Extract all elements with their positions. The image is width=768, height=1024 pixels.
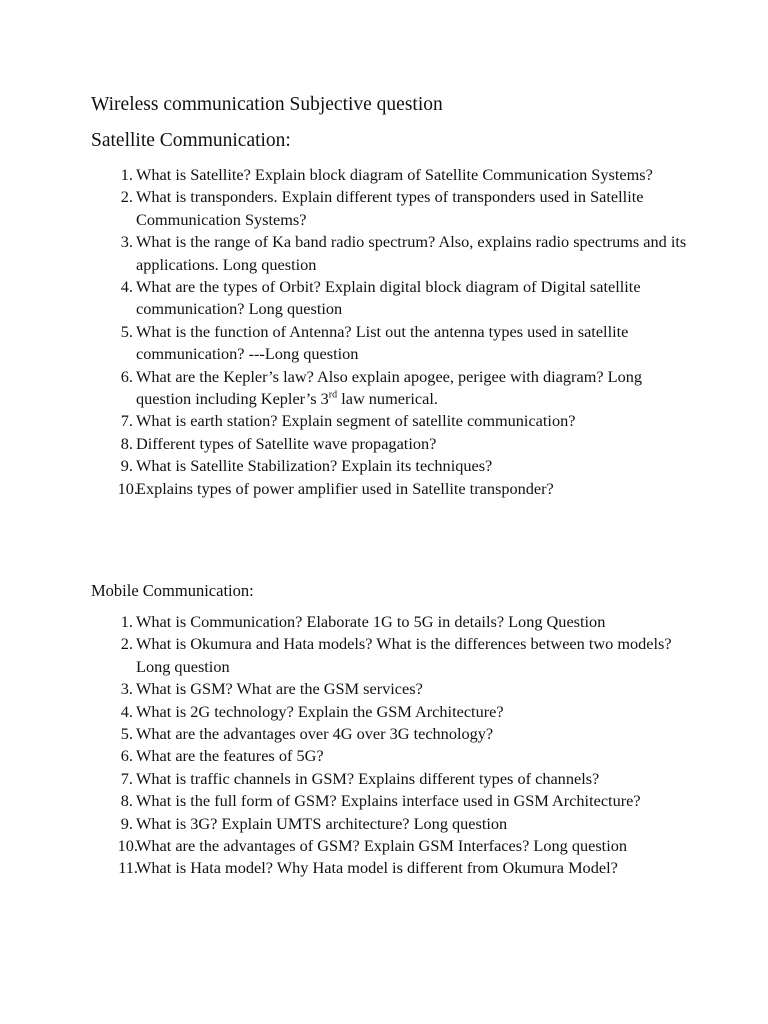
item-number: 9. bbox=[120, 813, 133, 833]
list-item bbox=[91, 455, 691, 477]
satellite-question-list bbox=[91, 164, 691, 500]
list-item bbox=[91, 723, 691, 745]
question-text: What is traffic channels in GSM? Explains different types of channels? bbox=[136, 768, 600, 788]
item-number: 6. bbox=[120, 746, 133, 766]
document-title: Wireless communication Subjective question bbox=[91, 94, 443, 115]
item-number: 1. bbox=[120, 165, 133, 184]
list-item bbox=[91, 164, 691, 186]
list-item bbox=[91, 231, 691, 276]
item-number: 3. bbox=[120, 679, 133, 699]
list-item bbox=[91, 410, 691, 432]
item-number: 9. bbox=[120, 456, 133, 476]
question-text: What is Okumura and Hata models? What is the differences between two models? Long question bbox=[136, 634, 672, 676]
item-number: 8. bbox=[120, 433, 133, 453]
list-item bbox=[91, 366, 691, 411]
list-item bbox=[91, 433, 691, 455]
question-text-part: What are the Kepler’s law? Also explain apogee, perigee with diagram? Long question including Kepler’s 3 bbox=[136, 366, 643, 409]
question-text: What are the types of Orbit? Explain digital block diagram of Digital satellite communication? Long question bbox=[136, 277, 641, 319]
item-number: 8. bbox=[120, 791, 133, 811]
list-item bbox=[91, 813, 691, 835]
list-item bbox=[91, 745, 691, 767]
question-text: What is Communication? Elaborate 1G to 5G in details? Long Question bbox=[136, 612, 606, 631]
question-text: What is transponders. Explain different types of transponders used in Satellite Communication Systems? bbox=[136, 187, 644, 229]
list-item bbox=[91, 186, 691, 231]
question-text: What is the range of Ka band radio spectrum? Also, explains radio spectrums and its applications. Long question bbox=[136, 232, 687, 274]
list-item bbox=[91, 835, 691, 857]
item-number: 6. bbox=[120, 366, 133, 386]
mobile-section-heading: Mobile Communication: bbox=[91, 581, 254, 600]
item-number: 3. bbox=[120, 232, 133, 252]
question-text: What is the function of Antenna? List out the antenna types used in satellite communication? ---Long question bbox=[136, 321, 629, 364]
question-text-part: law numerical. bbox=[337, 389, 438, 409]
list-item bbox=[91, 701, 691, 723]
question-text: What is Satellite Stabilization? Explain its techniques? bbox=[136, 456, 493, 476]
item-number: 10. bbox=[117, 836, 138, 856]
question-text: What are the features of 5G? bbox=[136, 746, 324, 766]
item-number: 5. bbox=[120, 321, 133, 341]
question-text: Different types of Satellite wave propagation? bbox=[136, 433, 437, 453]
item-number: 7. bbox=[120, 768, 133, 788]
question-text: What is GSM? What are the GSM services? bbox=[136, 679, 423, 699]
item-number: 4. bbox=[120, 701, 133, 721]
question-text: What is Hata model? Why Hata model is different from Okumura Model? bbox=[136, 858, 618, 878]
list-item bbox=[91, 857, 691, 879]
item-number: 2. bbox=[120, 187, 133, 207]
item-number: 2. bbox=[120, 634, 133, 654]
item-number: 5. bbox=[120, 724, 133, 744]
question-text: What are the advantages over 4G over 3G technology? bbox=[136, 724, 494, 744]
question-text: What is Satellite? Explain block diagram of Satellite Communication Systems? bbox=[136, 165, 653, 184]
question-text: What is 2G technology? Explain the GSM Architecture? bbox=[136, 701, 504, 721]
item-number: 10. bbox=[117, 478, 138, 498]
list-item bbox=[91, 768, 691, 790]
superscript-ordinal: rd bbox=[328, 389, 338, 401]
list-item bbox=[91, 633, 691, 678]
list-item bbox=[91, 276, 691, 321]
question-text: What is 3G? Explain UMTS architecture? Long question bbox=[136, 813, 508, 833]
list-item bbox=[91, 790, 691, 812]
list-item bbox=[91, 321, 691, 366]
mobile-question-list bbox=[91, 611, 691, 880]
question-text: What is earth station? Explain segment of satellite communication? bbox=[136, 411, 576, 431]
satellite-section-heading: Satellite Communication: bbox=[91, 130, 291, 151]
item-number: 11. bbox=[118, 858, 138, 878]
item-number: 1. bbox=[120, 612, 133, 631]
list-item bbox=[91, 478, 691, 500]
question-text: Explains types of power amplifier used in Satellite transponder? bbox=[136, 478, 554, 498]
item-number: 7. bbox=[120, 411, 133, 431]
item-number: 4. bbox=[120, 277, 133, 297]
list-item bbox=[91, 611, 691, 633]
question-text: What are the advantages of GSM? Explain GSM Interfaces? Long question bbox=[136, 836, 627, 856]
list-item bbox=[91, 678, 691, 700]
question-text: What is the full form of GSM? Explains interface used in GSM Architecture? bbox=[136, 791, 641, 811]
question-text bbox=[136, 367, 642, 408]
